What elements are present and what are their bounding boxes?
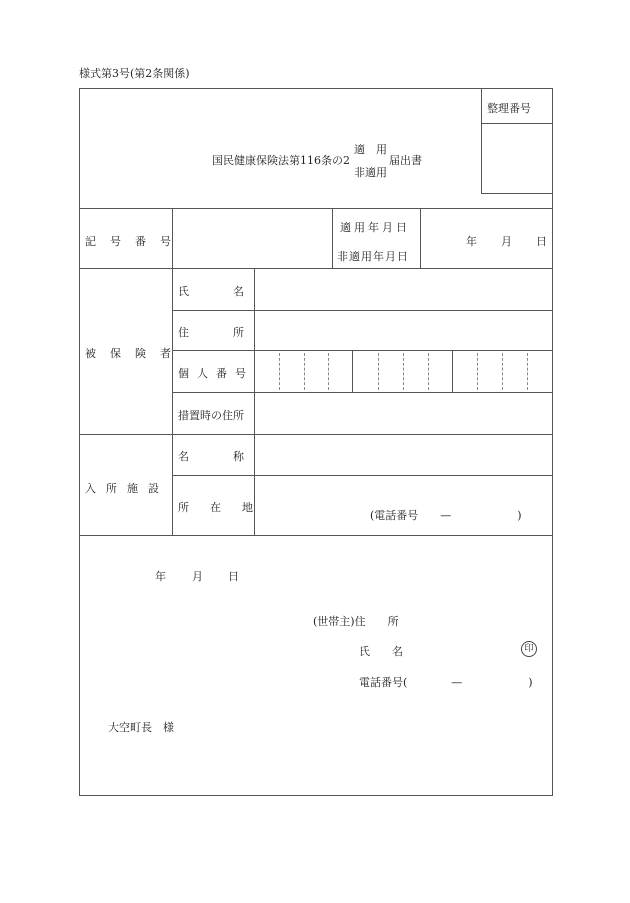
insured-my-number-label: 個人番号 <box>178 367 254 380</box>
applicant-phone: 電話番号( — ) <box>359 676 533 689</box>
record-number-label: 記号番号 <box>85 235 185 248</box>
record-date-month: 月 <box>501 235 512 248</box>
title-prefix: 国民健康保険法第116条の2 <box>212 154 350 167</box>
facility-location-label: 所在地 <box>178 501 274 514</box>
applicant-date-year: 年 <box>155 570 166 583</box>
applicant-address-label: (世帯主)住 所 <box>313 615 399 628</box>
applicant-date-day: 日 <box>228 570 239 583</box>
title-suffix: 届出書 <box>389 154 422 167</box>
record-date-year: 年 <box>466 235 477 248</box>
form-id: 様式第3号(第2条関係) <box>79 67 190 80</box>
facility-name-label: 名称 <box>178 450 288 463</box>
insured-address-label: 住所 <box>178 326 288 339</box>
facility-phone: (電話番号 — ) <box>370 509 522 522</box>
record-date-day: 日 <box>536 235 547 248</box>
title-option-nonapply: 非適用 <box>354 166 387 179</box>
apply-date-label: 適用年月日 <box>340 221 410 234</box>
facility-section-label: 入所施設 <box>85 482 169 495</box>
insured-name-label: 氏名 <box>178 285 288 298</box>
addressee: 大空町長 様 <box>108 721 174 734</box>
title-option-apply: 適 用 <box>354 143 387 156</box>
insured-measure-address-label: 措置時の住所 <box>178 409 244 422</box>
seal-mark: 印 <box>521 641 537 657</box>
admin-number-label: 整理番号 <box>487 102 531 115</box>
applicant-date-month: 月 <box>192 570 203 583</box>
nonapply-date-label: 非適用年月日 <box>337 250 409 263</box>
applicant-name-label: 氏 名 <box>359 645 403 658</box>
insured-section-label: 被保険者 <box>85 347 185 360</box>
